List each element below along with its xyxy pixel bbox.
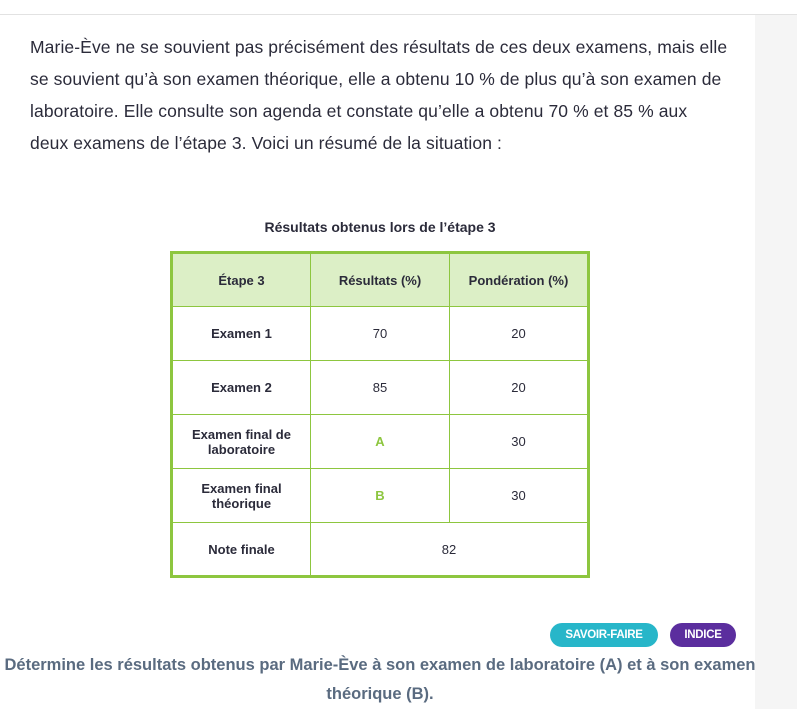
hint-button[interactable]: INDICE	[670, 623, 736, 647]
table-row	[172, 469, 589, 523]
row-weight: 30	[450, 469, 589, 523]
row-label: Examen final théorique	[172, 469, 311, 523]
header-stage: Étape 3	[172, 253, 311, 307]
header-results: Résultats (%)	[311, 253, 450, 307]
table-header-row	[172, 253, 589, 307]
row-weight: 20	[450, 361, 589, 415]
final-value: 82	[311, 523, 589, 577]
row-weight: 30	[450, 415, 589, 469]
top-bar	[0, 0, 797, 15]
table-row	[172, 361, 589, 415]
row-result: 70	[311, 307, 450, 361]
row-label: Examen 2	[172, 361, 311, 415]
row-result-unknown-a: A	[311, 415, 450, 469]
scroll-gutter	[755, 15, 797, 709]
row-label: Examen final de laboratoire	[172, 415, 311, 469]
row-label: Examen 1	[172, 307, 311, 361]
table-row	[172, 307, 589, 361]
table-final-row	[172, 523, 589, 577]
row-weight: 20	[450, 307, 589, 361]
header-weight: Pondération (%)	[450, 253, 589, 307]
skill-badge[interactable]: SAVOIR-FAIRE	[550, 623, 658, 647]
table-row	[172, 415, 589, 469]
question-text: Détermine les résultats obtenus par Marie-Ève à son examen de laboratoire (A) et à son examen théorique (B).	[4, 656, 756, 703]
results-table	[170, 251, 590, 578]
row-result-unknown-b: B	[311, 469, 450, 523]
exercise-card	[0, 15, 755, 709]
table-caption: Résultats obtenus lors de l’étape 3	[264, 219, 496, 235]
intro-paragraph: Marie-Ève ne se souvient pas précisément des résultats de ces deux examens, mais elle se souvient qu’à son examen théorique, elle a obtenu 10 % de plus qu’à son examen de laboratoire. Elle consulte son agenda et constate qu’elle a obtenu 70 % et 85 % aux deux examens de l’étape 3. Voici un résumé de la situation :	[30, 37, 728, 153]
row-result: 85	[311, 361, 450, 415]
final-label: Note finale	[172, 523, 311, 577]
